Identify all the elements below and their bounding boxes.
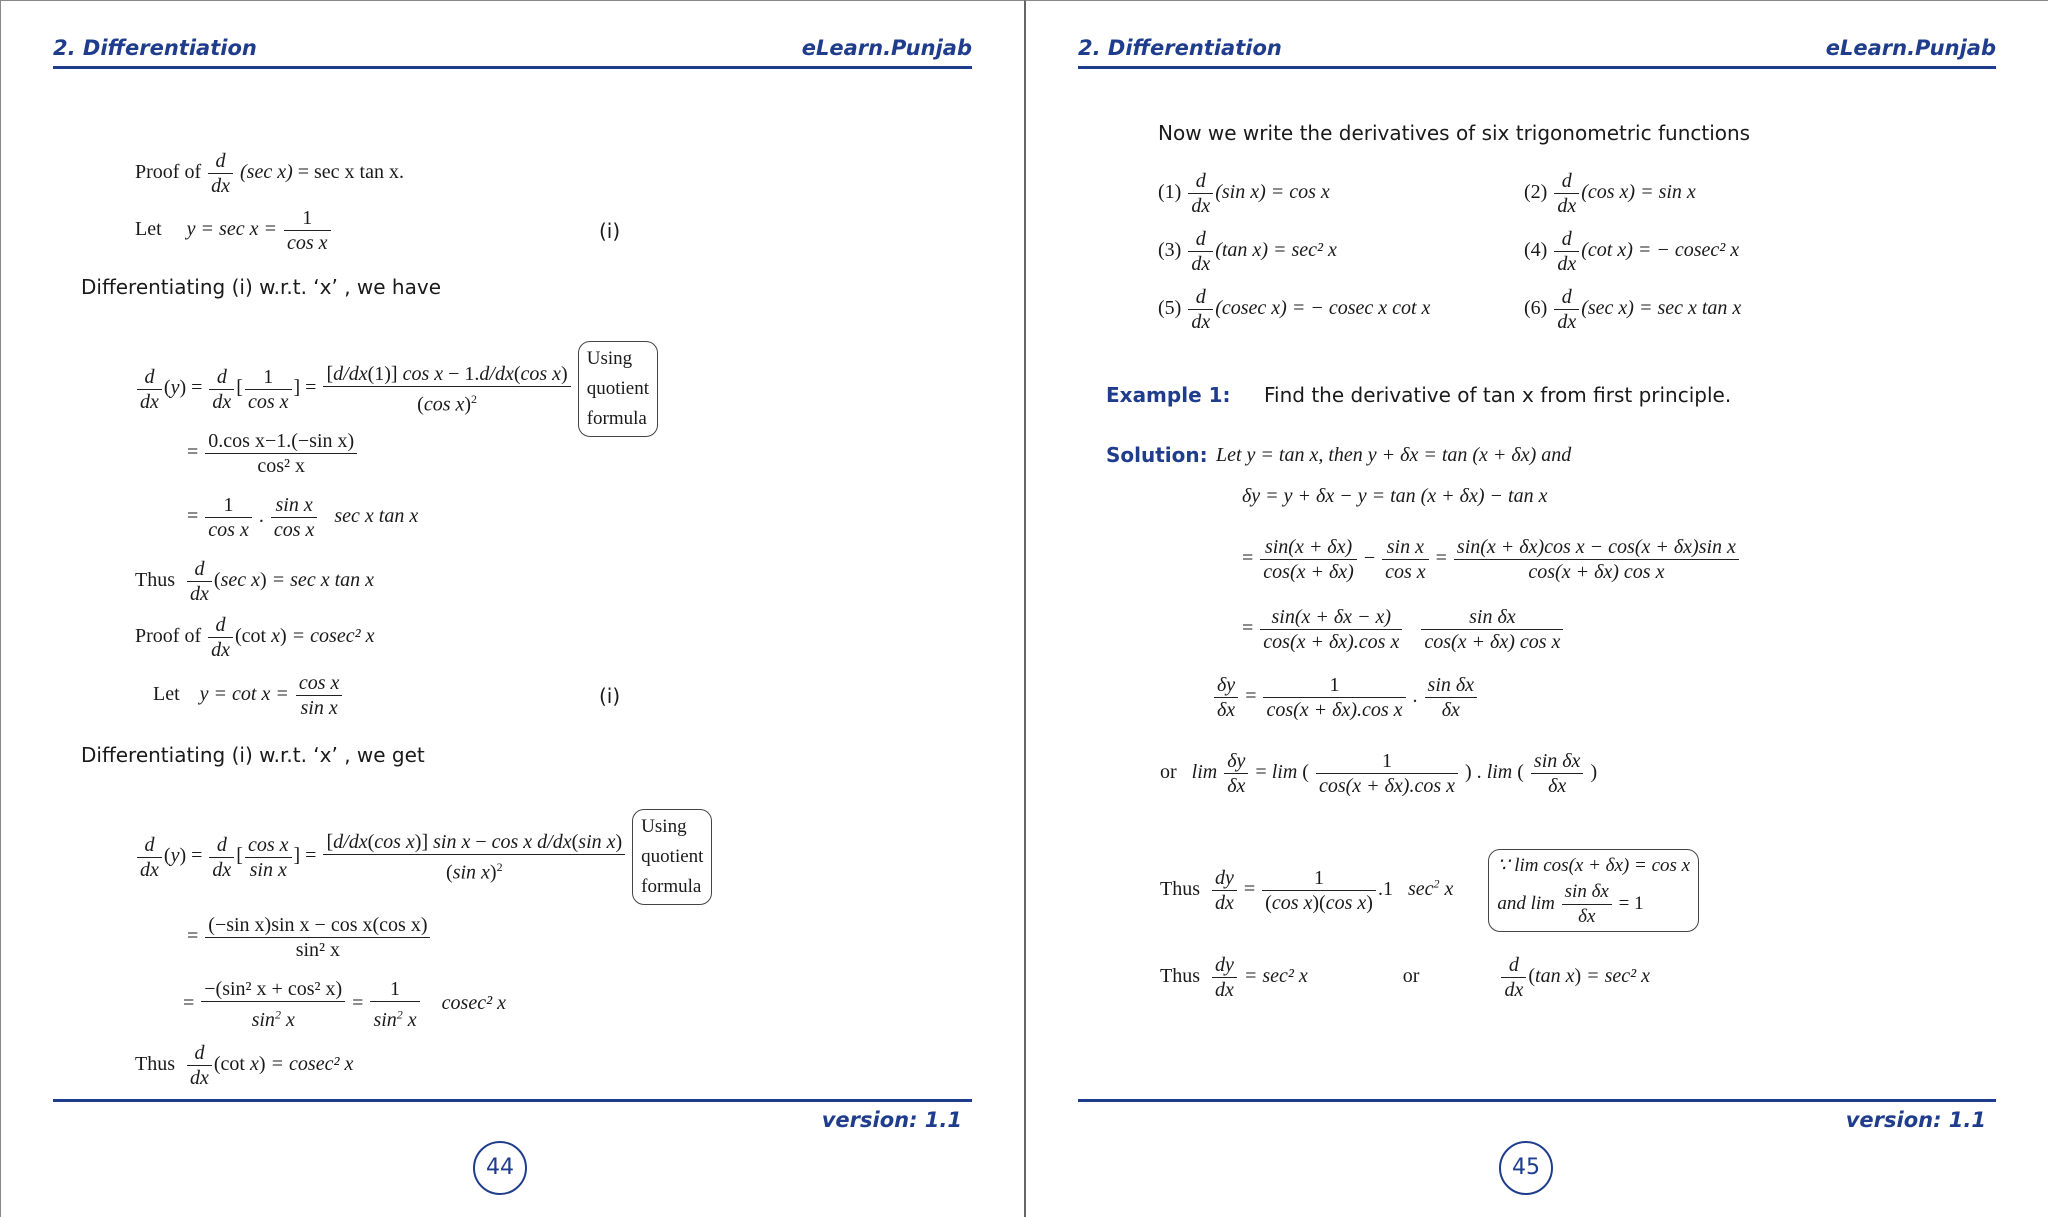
solution-line-7: Thus $\frac{dy}{dx}$ = $\frac{1}{\text{(cos x)(cos x)}}$ .1 $\sec^2 x$ ∵ lim cos(x + δx) = cos x and lim $\frac{\text{sin δx}}{\delta x}$ = 1 <box>1160 849 1699 932</box>
formula-num: (1) <box>1158 181 1182 204</box>
formula-num: (4) <box>1524 239 1548 262</box>
let-sec-expr: y = sec x = <box>186 218 277 241</box>
cot-step2-num: (−sin x)sin x − cos x(cos x) <box>205 913 430 938</box>
sec-step2-num: 0.cos x−1.(−sin x) <box>205 429 357 454</box>
or-label: or <box>1160 761 1177 784</box>
proof-sec-rhs: = sec x tan x. <box>297 161 404 184</box>
note-line-1: Using <box>586 348 633 369</box>
page-footer <box>1078 1099 1996 1132</box>
let-cot-line: Let y = cot x = $\frac{\text{cos x}}{\text{sin x}}$ <box>153 671 344 720</box>
sec-derivation-step3: = $\frac{1}{\text{cos x}}$ . $\frac{\text{sin x}}{\text{cos x}}$ sec x tan x <box>187 494 419 541</box>
sec-derivation-step1: $\frac{d}{dx}$ (y) = $\frac{d}{dx}$ [ $\frac{1}{\text{cos x}}$ ] = $\frac{\text{[d/dx(1)] cos x − 1.d/dx(cos x)}}{(\cos x)^2}$ Using quotient formula <box>135 341 658 437</box>
final-rhs-2: = sec² x <box>1586 965 1651 988</box>
chapter-title: 2. Differentiation <box>1078 36 1282 60</box>
proof-label: Proof of <box>135 625 202 648</box>
thus-label: Thus <box>1160 878 1200 901</box>
cot-step3-tail: cosec² x <box>441 991 506 1014</box>
thus-label: Thus <box>135 569 175 592</box>
thus-sec-rhs: = sec x tan x <box>271 569 374 592</box>
formula-4: (4) $\frac{d}{dx}$ (cot x) = − cosec² x <box>1524 228 1740 275</box>
formula-num: (2) <box>1524 181 1548 204</box>
final-or-label: or <box>1402 965 1420 988</box>
version-label: version: 1.1 <box>1845 1108 1986 1132</box>
example-text: Find the derivative of tan x from first principle. <box>1264 383 1732 407</box>
formula-num: (6) <box>1524 297 1548 320</box>
thus-cot-line: Thus $\frac{d}{dx}$ (cot x) = cosec² x <box>135 1042 354 1089</box>
note-line-2: quotient <box>586 378 649 399</box>
chapter-title: 2. Differentiation <box>53 36 257 60</box>
sec-step3-tail: sec x tan x <box>334 505 419 528</box>
formula-num: (5) <box>1158 297 1182 320</box>
formula-fn: (cosec x) = − cosec x cot x <box>1215 297 1431 320</box>
sec-step2-den: cos² x <box>257 455 306 477</box>
page-footer <box>53 1099 972 1132</box>
let-label: Let <box>135 218 162 241</box>
solution-line-8: Thus $\frac{dy}{dx}$ = sec² x or $\frac{d}{dx}$ (tan x) = sec² x <box>1160 954 1651 1001</box>
formula-num: (3) <box>1158 239 1182 262</box>
frac-b-num: sin x <box>1386 536 1424 558</box>
formula-2: (2) $\frac{d}{dx}$ (cos x) = sin x <box>1524 170 1696 217</box>
page-header <box>1078 36 1996 69</box>
page-number-44: 44 <box>473 1141 527 1195</box>
cot-derivation-step2: = $\frac{\text{(−sin x)sin x − cos x(cos x)}}{\text{sin² x}}$ <box>187 913 432 962</box>
thus-sec-line: Thus $\frac{d}{dx}$ (sec x) = sec x tan x <box>135 558 374 605</box>
page-header <box>53 36 972 69</box>
frac-c-den: cos(x + δx) cos x <box>1528 561 1665 583</box>
formula-fn: (sec x) = sec x tan x <box>1581 297 1742 320</box>
note-line-1: Using <box>641 816 687 837</box>
formula-3: (3) $\frac{d}{dx}$ (tan x) = sec² x <box>1158 228 1337 275</box>
differentiating-text-2: Differentiating (i) w.r.t. ‘x’ , we get <box>81 743 425 767</box>
formula-fn: (sin x) = cos x <box>1215 181 1330 204</box>
thus-cot-rhs: = cosec² x <box>270 1053 354 1076</box>
formula-fn: (cos x) = sin x <box>1581 181 1696 204</box>
formula-1: (1) $\frac{d}{dx}$ (sin x) = cos x <box>1158 170 1330 217</box>
let-cot-expr: y = cot x = <box>199 683 289 706</box>
cot-derivation-step3: = $\frac{\text{−(sin² x + cos² x)}}{\sin^2 x}$ = $\frac{1}{\sin^2 x}$ cosec² x <box>183 978 506 1031</box>
sol-line2-text: δy = y + δx − y = tan (x + δx) − tan x <box>1242 485 1548 507</box>
solution-line-6: or lim $\frac{\delta y}{\delta x}$ = lim ( $\frac{1}{\text{cos(x + δx).cos x}}$ ) . lim ( $\frac{\text{sin δx}}{\delta x}$ ) <box>1160 750 1598 797</box>
solution-line-2 <box>1242 483 1547 509</box>
note-line-2: quotient <box>641 846 704 867</box>
sec-derivation-step2: = $\frac{\text{0.cos x−1.(−sin x)}}{\text{cos² x}}$ <box>187 429 359 478</box>
frac-num: sin(x + δx − x) <box>1271 606 1392 628</box>
solution-line-3: = $\frac{\sin(x + \delta x)}{\cos(x + \delta x)}$ − $\frac{\text{sin x}}{\text{cos x}}$ = $\frac{\text{sin(x + δx)cos x − cos(x + δx)sin x}}{\text{cos(x + δx) cos x}}$ <box>1242 535 1741 584</box>
intro-text: Now we write the derivatives of six trigonometric functions <box>1158 121 1751 145</box>
formula-fn: (tan x) = sec² x <box>1215 239 1337 262</box>
version-label: version: 1.1 <box>821 1108 962 1132</box>
proof-sec-line: Proof of $\frac{d}{dx}$ (sec x) = sec x tan x. <box>135 150 404 197</box>
formula-6: (6) $\frac{d}{dx}$ (sec x) = sec x tan x <box>1524 286 1742 333</box>
cot-step3-num: −(sin² x + cos² x) <box>201 977 345 1002</box>
quotient-note-2 <box>632 809 712 905</box>
site-title: eLearn.Punjab <box>1825 36 1996 60</box>
solution-label: Solution: <box>1106 443 1208 467</box>
page-number-45: 45 <box>1499 1141 1553 1195</box>
site-title: eLearn.Punjab <box>801 36 972 60</box>
equation-label-i-2: (i) <box>599 684 621 708</box>
thus-label: Thus <box>135 1053 175 1076</box>
note-line-3: formula <box>586 408 647 429</box>
page-45 <box>1024 0 2048 1217</box>
frac-c-num: sin(x + δx)cos x − cos(x + δx)sin x <box>1456 536 1736 558</box>
and-lim-label: and lim <box>1497 892 1555 914</box>
proof-label: Proof of <box>135 161 202 184</box>
frac-b-den: cos(x + δx) cos x <box>1424 631 1561 653</box>
final-rhs-1: = sec² x <box>1243 965 1308 988</box>
quotient-note <box>578 341 658 437</box>
sol-line1-text: Let y = tan x, then y + δx = tan (x + δx) and <box>1216 444 1572 466</box>
differentiating-text-1: Differentiating (i) w.r.t. ‘x’ , we have <box>81 275 441 299</box>
solution-line-4: = $\frac{\sin(x + \delta x - x)}{\text{cos(x + δx).cos x}}$ $\frac{\text{sin δx}}{\text{cos(x + δx) cos x}}$ <box>1242 605 1565 654</box>
cot-step2-den: sin² x <box>295 939 341 961</box>
note-line-3: formula <box>641 876 702 897</box>
proof-cot-rhs: = cosec² x <box>291 625 375 648</box>
let-label: Let <box>153 683 180 706</box>
proof-cot-line: Proof of $\frac{d}{dx}$ (cot x) = cosec² x <box>135 614 375 661</box>
solution-line-5: $\frac{\delta y}{\delta x}$ = $\frac{1}{\text{cos(x + δx).cos x}}$ . $\frac{\text{sin δx}}{\delta x}$ <box>1212 673 1479 722</box>
let-sec-line: Let y = sec x = $\frac{1}{\text{cos x}}$ <box>135 206 333 255</box>
solution-line-1 <box>1216 442 1571 468</box>
frac-b-num: sin δx <box>1469 606 1516 628</box>
cot-derivation-step1: $\frac{d}{dx}$ (y) = $\frac{d}{dx}$ [ $\frac{\text{cos x}}{\text{sin x}}$ ] = $\frac{\text{[d/dx(cos x)] sin x − cos x d/dx(sin x)}}{(\sin x)^2}$ Using quotient formula <box>135 809 712 905</box>
frac-b-den: cos x <box>1385 561 1426 583</box>
equation-label-i: (i) <box>599 219 621 243</box>
frac-a-den: cos(x + δx) <box>1263 561 1354 583</box>
example-label: Example 1: <box>1106 383 1231 407</box>
frac-den: cos(x + δx).cos x <box>1263 631 1400 653</box>
formula-5: (5) $\frac{d}{dx}$ (cosec x) = − cosec x cot x <box>1158 286 1431 333</box>
frac-a-num: sin(x + δx) <box>1264 536 1353 558</box>
formula-fn: (cot x) = − cosec² x <box>1581 239 1740 262</box>
thus-label: Thus <box>1160 965 1200 988</box>
